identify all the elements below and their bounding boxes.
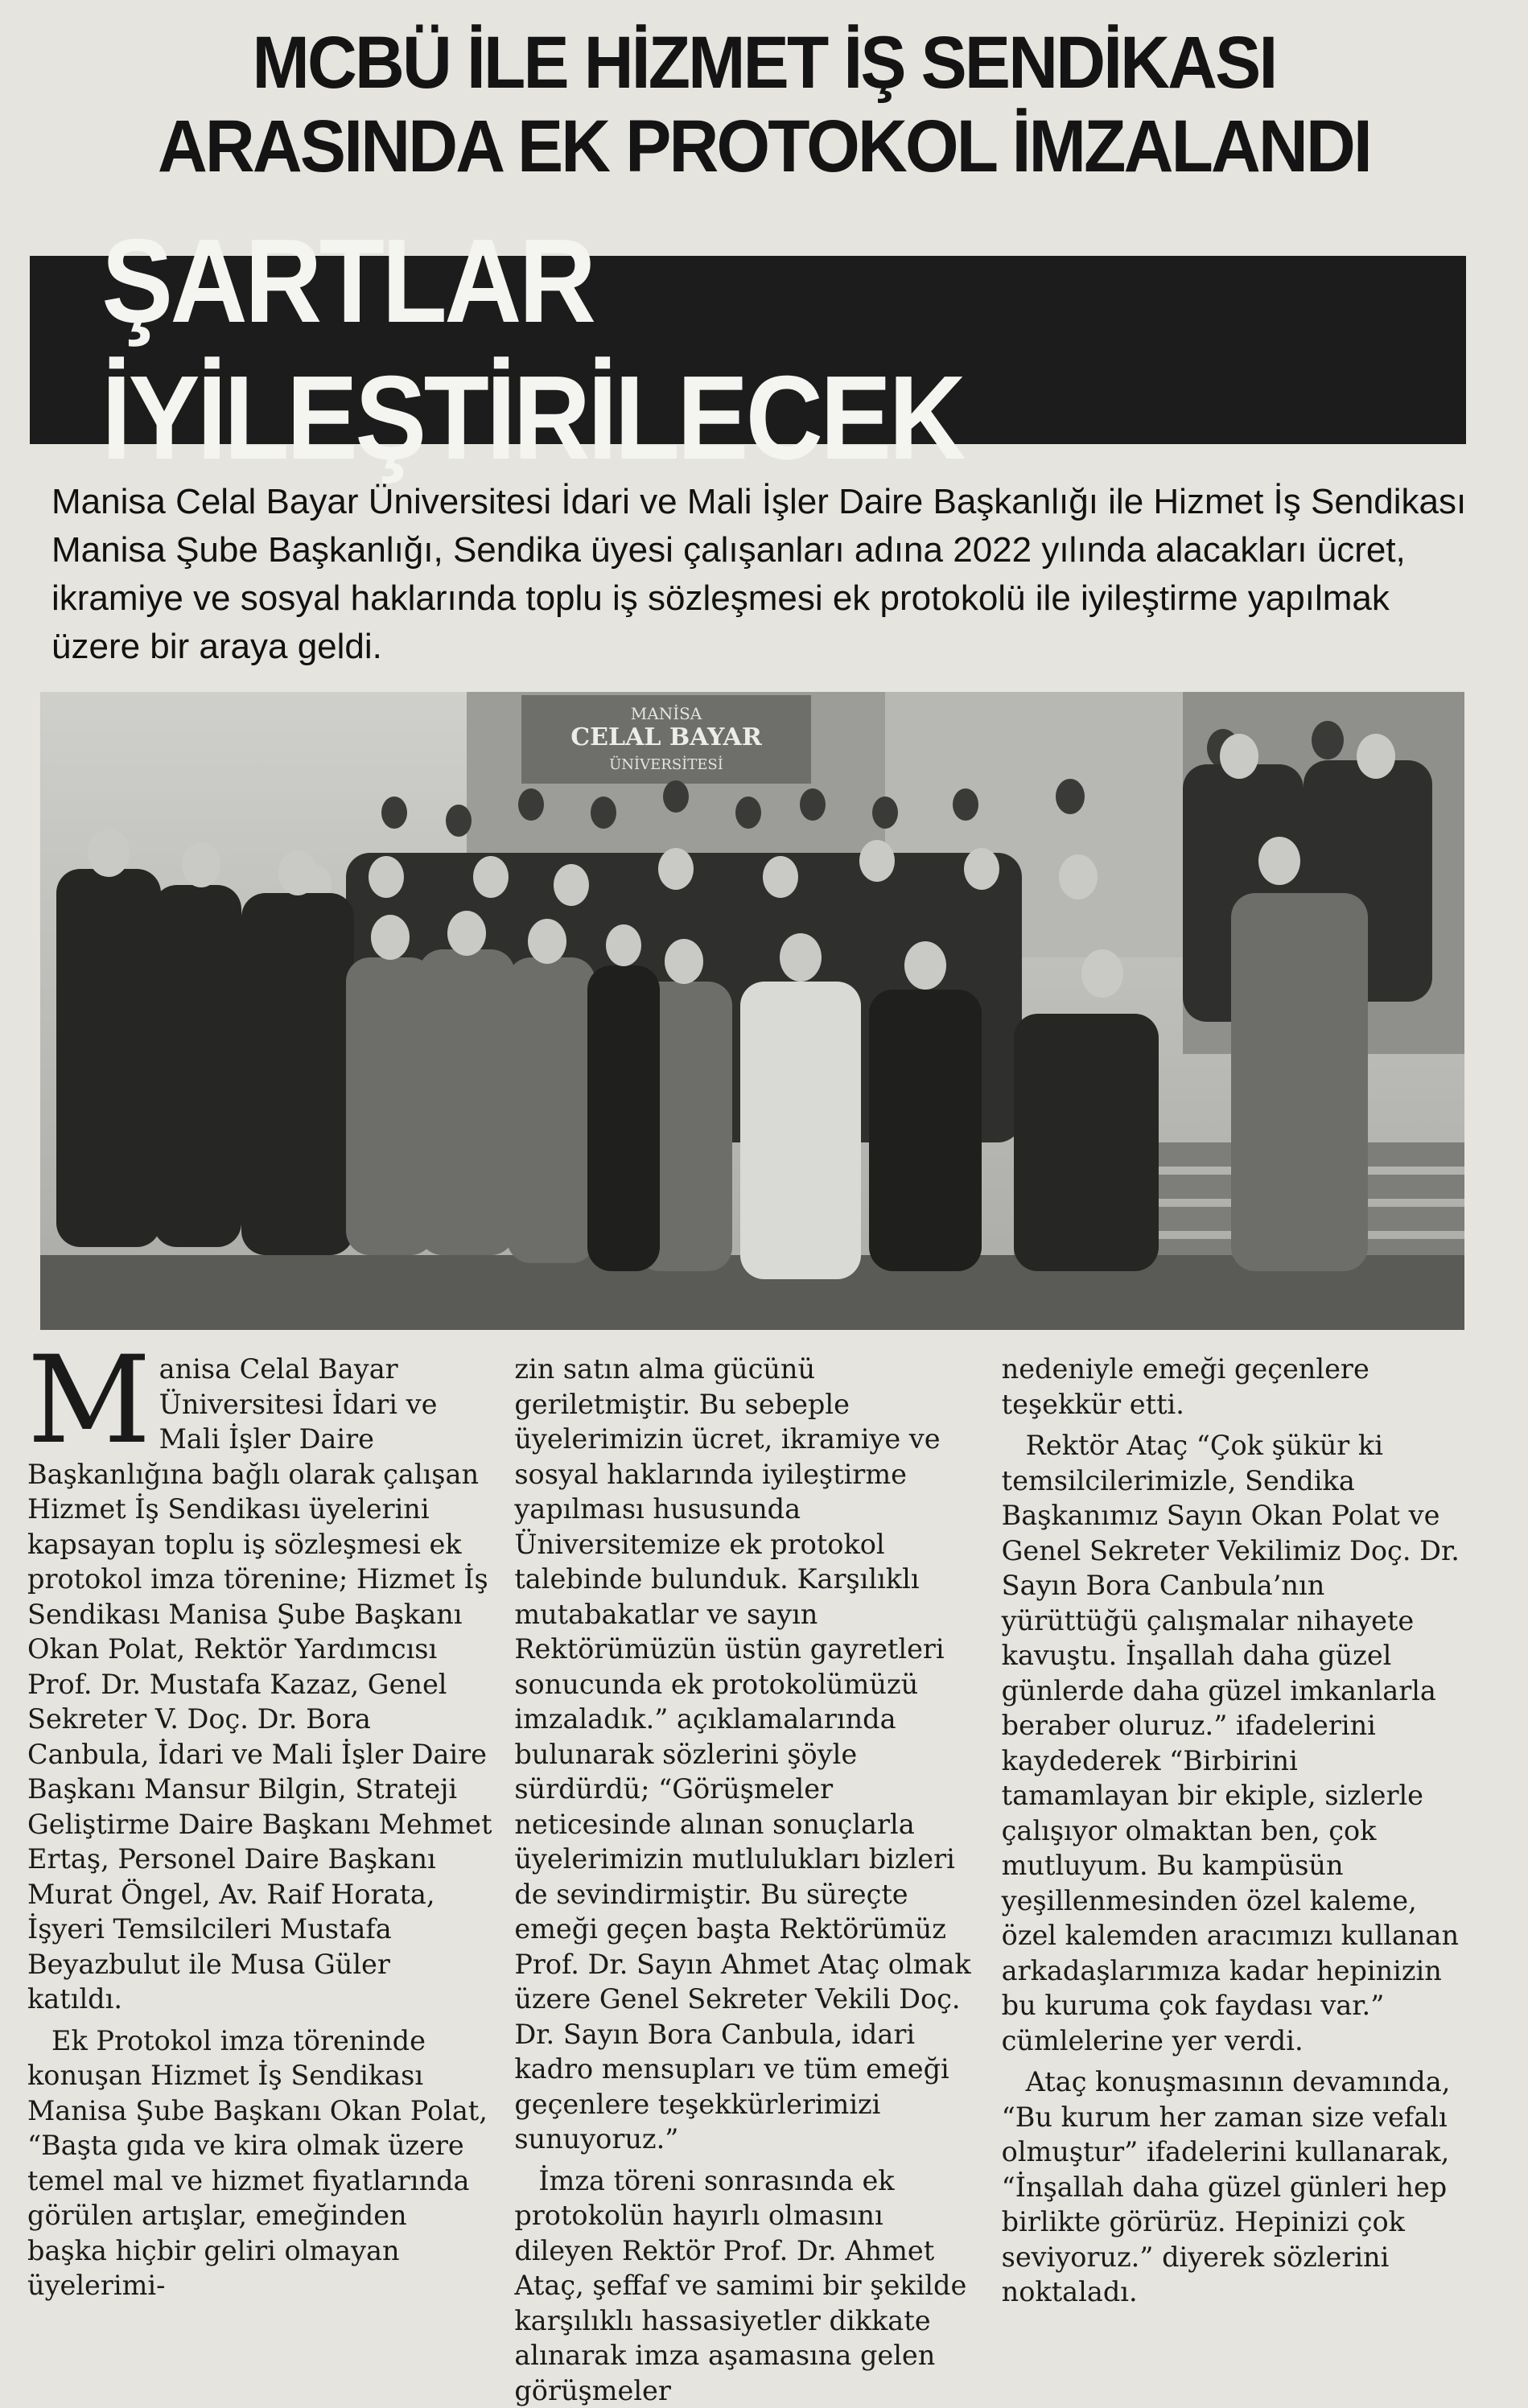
lead-paragraph: Manisa Celal Bayar Üniversitesi İdari ve Mali İşler Daire Başkanlığı ile Hizmet İş Sendikası Manisa Şube Başkanlığı, Sendika üyesi çalışanları adına 2022 yılında alacakları ücret, ikramiye ve sosyal haklarında toplu iş sözleşmesi ek protokolü ile iyileştirme yapılmak üzere bir araya geldi. [51, 478, 1468, 671]
headline [53, 21, 1474, 188]
group-photo-illustration [40, 692, 1464, 1330]
building-sign-line-2: CELAL BAYAR [570, 723, 763, 751]
building-sign-line-1: MANİSA [631, 704, 702, 723]
paragraph: Rektör Ataç “Çok şükür ki temsilcilerimizle, Sendika Başkanımız Sayın Okan Polat ve Genel Sekreter Vekilimiz Doç. Dr. Sayın Bora Canbula’nın yürüttüğü çalışmalar nihayete kavuştu. İnşallah daha güzel günlerde daha güzel imkanlarla beraber oluruz.” ifadelerini kaydederek “Birbirini tamamlayan bir ekiple, sizlerle çalışıyor olmaktan ben, çok mutluyum. Bu kampüsün yeşillenmesinden özel kaleme, özel kalemden aracımızı kullanan arkadaşlarımıza kadar hepinizin bu kuruma çok faydası var.” cümlelerine yer verdi. [1002, 1428, 1468, 2058]
building-sign-line-3: ÜNİVERSİTESİ [609, 755, 723, 773]
headline-line-1: MCBÜ İLE HİZMET İŞ SENDİKASI [53, 21, 1474, 105]
paragraph: zin satın alma gücünü geriletmiştir. Bu sebeple üyelerimizin ücret, ikramiye ve sosyal haklarında iyileştirme yapılması hususunda Üniversitemize ek protokol talebinde bulunduk. Karşılıklı mutabakatlar ve sayın Rektörümüzün üstün gayretleri sonucunda ek protokolümüzü imzaladık.” açıklamalarında bulunarak sözlerini şöyle sürdürdü; “Görüşmeler neticesinde alınan sonuçlarla üyelerimizin mutlulukları bizleri de sevindirmiştir. Bu süreçte emeği geçen başta Rektörümüz Prof. Dr. Sayın Ahmet Ataç olmak üzere Genel Sekreter Vekili Doç. Dr. Sayın Bora Canbula, idari kadro mensupları ve tüm emeği geçenlere teşekkürlerimizi sunuyoruz.” [514, 1352, 980, 2157]
drop-cap: M [27, 1353, 151, 1448]
headline-line-2: ARASINDA EK PROTOKOL İMZALANDI [53, 105, 1474, 188]
paragraph-text: anisa Celal Bayar Üniversitesi İdari ve Mali İşler Daire Başkanlığına bağlı olarak çalışan Hizmet İş Sendikası üyelerini kapsayan toplu iş sözleşmesi ek protokol imza törenine; Hizmet İş Sendikası Manisa Şube Başkanı Okan Polat, Rektör Yardımcısı Prof. Dr. Mustafa Kazaz, Genel Sekreter V. Doç. Dr. Bora Canbula, İdari ve Mali İşler Daire Başkanı Mansur Bilgin, Strateji Geliştirme Daire Başkanı Mehmet Ertaş, Personel Daire Başkanı Murat Öngel, Av. Raif Horata, İşyeri Temsilcileri Mustafa Beyazbulut ile Musa Güler katıldı. [27, 1353, 492, 2015]
article-body [27, 1352, 1468, 2329]
article-column-2 [514, 1352, 980, 2329]
group-photo [40, 692, 1464, 1330]
paragraph: nedeniyle emeği geçenlere teşekkür etti. [1002, 1352, 1468, 1422]
paragraph [27, 1352, 493, 2017]
banner-title: ŞARTLAR İYİLEŞTİRİLECEK [101, 256, 1394, 444]
article-column-1 [27, 1352, 493, 2329]
paragraph: Ek Protokol imza töreninde konuşan Hizmet İş Sendikası Manisa Şube Başkanı Okan Polat, “Başta gıda ve kira olmak üzere temel mal ve hizmet fiyatlarında görülen artışlar, emeğinden başka hiçbir geliri olmayan üyelerimi- [27, 2023, 493, 2303]
article-column-3 [1002, 1352, 1468, 2329]
paragraph: Ataç konuşmasının devamında, “Bu kurum her zaman size vefalı olmuştur” ifadelerini kullanarak, “İnşallah daha güzel günleri hep birlikte görürüz. Hepinizi çok seviyoruz.” diyerek sözlerini noktaladı. [1002, 2064, 1468, 2310]
paragraph: İmza töreni sonrasında ek protokolün hayırlı olmasını dileyen Rektör Prof. Dr. Ahmet Ataç, şeffaf ve samimi bir şekilde karşılıklı hassasiyetler dikkate alınarak imza aşamasına gelen görüşmeler [514, 2163, 980, 2408]
banner [30, 256, 1466, 444]
